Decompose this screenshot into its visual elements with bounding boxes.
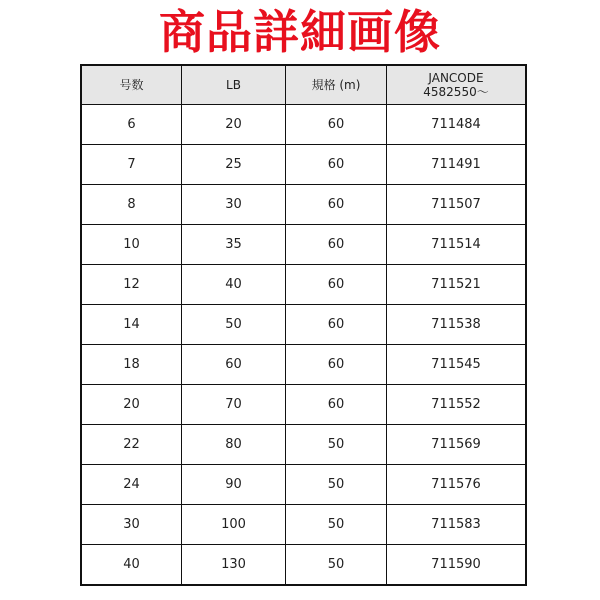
table-cell: 90: [182, 465, 286, 505]
page-title: 商品詳細画像: [159, 5, 441, 59]
table-cell: 711576: [387, 465, 527, 505]
header-kikaku: 規格 (m): [286, 65, 387, 105]
table-cell: 60: [286, 145, 387, 185]
table-cell: 18: [81, 345, 182, 385]
table-cell: 50: [286, 505, 387, 545]
table-cell: 70: [182, 385, 286, 425]
spec-table: [80, 64, 527, 586]
table-cell: 711521: [387, 265, 527, 305]
table-row: [81, 545, 526, 586]
table-cell: 50: [286, 465, 387, 505]
table-row: [81, 225, 526, 265]
table-row: [81, 265, 526, 305]
table-cell: 711484: [387, 105, 527, 145]
table-row: [81, 105, 526, 145]
table-cell: 20: [81, 385, 182, 425]
table-row: [81, 185, 526, 225]
table-cell: 60: [286, 185, 387, 225]
table-cell: 24: [81, 465, 182, 505]
header-gousu: 号数: [81, 65, 182, 105]
table-cell: 50: [182, 305, 286, 345]
table-cell: 711583: [387, 505, 527, 545]
table-cell: 30: [182, 185, 286, 225]
table-cell: 10: [81, 225, 182, 265]
table-cell: 60: [286, 225, 387, 265]
table-cell: 711538: [387, 305, 527, 345]
table-cell: 35: [182, 225, 286, 265]
table-cell: 60: [286, 345, 387, 385]
table-cell: 20: [182, 105, 286, 145]
header-jancode: JANCODE 4582550〜: [387, 65, 527, 105]
table-cell: 14: [81, 305, 182, 345]
table-cell: 6: [81, 105, 182, 145]
table-row: [81, 145, 526, 185]
table-cell: 60: [286, 385, 387, 425]
table-cell: 711552: [387, 385, 527, 425]
table-cell: 30: [81, 505, 182, 545]
table-row: [81, 465, 526, 505]
table-cell: 130: [182, 545, 286, 586]
table-cell: 50: [286, 425, 387, 465]
table-cell: 22: [81, 425, 182, 465]
table-cell: 60: [286, 265, 387, 305]
table-cell: 711491: [387, 145, 527, 185]
table-row: [81, 385, 526, 425]
table-row: [81, 305, 526, 345]
table-cell: 711545: [387, 345, 527, 385]
table-cell: 711514: [387, 225, 527, 265]
table-cell: 25: [182, 145, 286, 185]
table-row: [81, 345, 526, 385]
header-lb: LB: [182, 65, 286, 105]
table-row: [81, 505, 526, 545]
table-cell: 40: [182, 265, 286, 305]
table-cell: 80: [182, 425, 286, 465]
table-cell: 60: [182, 345, 286, 385]
table-header-row: [81, 65, 526, 105]
table-cell: 8: [81, 185, 182, 225]
table-row: [81, 425, 526, 465]
table-cell: 60: [286, 105, 387, 145]
table-cell: 7: [81, 145, 182, 185]
table-cell: 12: [81, 265, 182, 305]
table-cell: 40: [81, 545, 182, 586]
table-cell: 50: [286, 545, 387, 586]
table-cell: 711507: [387, 185, 527, 225]
table-cell: 711590: [387, 545, 527, 586]
table-cell: 60: [286, 305, 387, 345]
table-cell: 100: [182, 505, 286, 545]
table-cell: 711569: [387, 425, 527, 465]
